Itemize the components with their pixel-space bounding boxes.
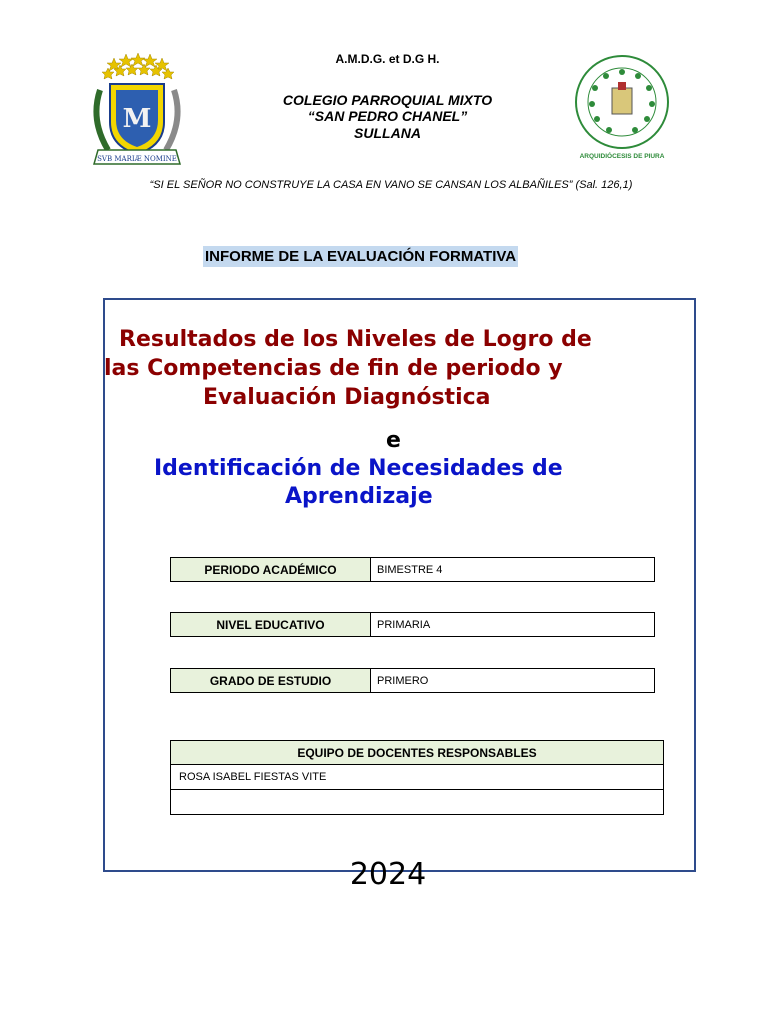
academic-period-label: PERIODO ACADÉMICO xyxy=(171,558,371,581)
cover-title-line1: Resultados de los Niveles de Logro de xyxy=(119,327,592,352)
school-name-line1: COLEGIO PARROQUIAL MIXTO xyxy=(282,92,493,108)
cover-subtitle-line1: Identificación de Necesidades de xyxy=(154,456,563,481)
svg-text:M: M xyxy=(122,104,152,134)
grade-value: PRIMERO xyxy=(377,674,429,687)
year: 2024 xyxy=(349,857,427,892)
teaching-team-header: EQUIPO DE DOCENTES RESPONSABLES xyxy=(171,741,663,765)
bible-quote: “SI EL SEÑOR NO CONSTRUYE LA CASA EN VANO SE CANSAN LOS ALBAÑILES” (Sal. 126,1) xyxy=(149,179,633,191)
academic-period-row xyxy=(170,557,655,582)
education-level-value: PRIMARIA xyxy=(377,618,431,631)
school-name-line2: “SAN PEDRO CHANEL” xyxy=(307,108,468,124)
cover-subtitle-line2: Aprendizaje xyxy=(285,484,433,509)
cover-title-line3: Evaluación Diagnóstica xyxy=(203,385,491,410)
report-title: INFORME DE LA EVALUACIÓN FORMATIVA xyxy=(205,248,517,265)
grade-label: GRADO DE ESTUDIO xyxy=(171,669,371,692)
motto-top: A.M.D.G. et D.G H. xyxy=(335,52,440,66)
academic-period-value: BIMESTRE 4 xyxy=(377,563,443,576)
school-city: SULLANA xyxy=(354,125,421,141)
education-level-row xyxy=(170,612,655,637)
cover-conjunction: e xyxy=(386,428,401,453)
table-row xyxy=(171,789,663,814)
education-level-label: NIVEL EDUCATIVO xyxy=(171,613,371,636)
svg-text:ARQUIDIÓCESIS DE PIURA: ARQUIDIÓCESIS DE PIURA xyxy=(579,153,665,160)
grade-row xyxy=(170,668,655,693)
table-row: ROSA ISABEL FIESTAS VITE xyxy=(179,771,327,783)
teaching-team-table xyxy=(170,740,664,815)
svg-text:SVB MARIÆ NOMINE: SVB MARIÆ NOMINE xyxy=(97,155,177,163)
cover-title-line2: las Competencias de fin de periodo y xyxy=(104,356,563,381)
